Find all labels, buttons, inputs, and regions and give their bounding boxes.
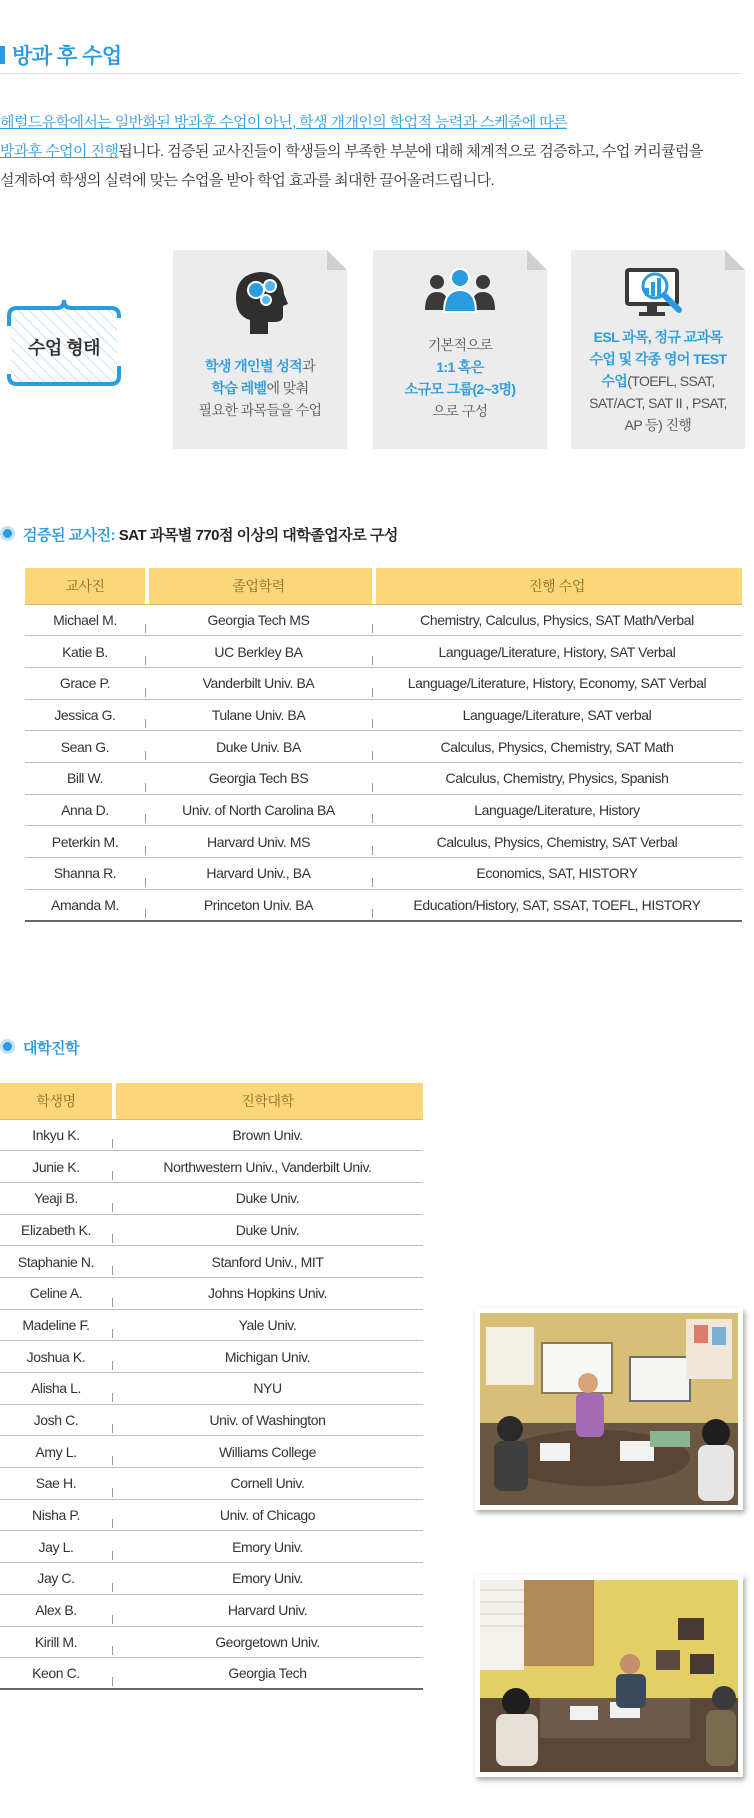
page-title: 방과 후 수업 [12,45,122,68]
college-cell: Univ. of Washington [112,1404,423,1436]
college-cell: Univ. of Chicago [112,1499,423,1531]
table-row [25,794,742,826]
heading-text: SAT 과목별 770점 이상의 대학졸업자로 구성 [115,527,398,544]
table-row [25,699,742,731]
degree-cell: Georgia Tech MS [145,604,372,636]
card-text-plain: 으로 구성 [432,403,488,419]
intro-paragraph [0,108,754,195]
student-name-cell: Jay C. [0,1563,112,1595]
degree-cell: Harvard Univ. MS [145,826,372,858]
courses-cell: Calculus, Physics, Chemistry, SAT Math [372,731,742,763]
courses-cell: Calculus, Physics, Chemistry, SAT Verbal [372,826,742,858]
card-text-plain: 과 [302,358,315,374]
college-cell: Michigan Univ. [112,1341,423,1373]
colleges-table [0,1083,423,1690]
group-people-icon [420,264,500,320]
degree-cell: UC Berkley BA [145,636,372,668]
courses-cell: Education/History, SAT, SSAT, TOEFL, HISTORY [372,889,742,921]
card-text-highlight: 수업 및 각종 영어 TEST [589,351,727,367]
student-name-cell: Celine A. [0,1277,112,1309]
student-name-cell: Amy L. [0,1436,112,1468]
classroom-photo-image [480,1580,738,1772]
card-text-plain: (TOEFL, SSAT, [627,373,715,389]
table-row [0,1436,423,1468]
college-cell: Johns Hopkins Univ. [112,1277,423,1309]
courses-cell: Language/Literature, History, Economy, SAT Verbal [372,667,742,699]
college-cell: Duke Univ. [112,1214,423,1246]
table-row [0,1277,423,1309]
teacher-name-cell: Bill W. [25,762,145,794]
college-cell: Brown Univ. [112,1119,423,1151]
teacher-name-cell: Michael M. [25,604,145,636]
card-text-plain: SAT/ACT, SAT II , PSAT, [589,395,727,411]
degree-cell: Vanderbilt Univ. BA [145,667,372,699]
class-type-card-individual [173,250,347,449]
table-row [0,1658,423,1690]
class-type-badge [3,296,125,396]
column-header: 교사진 [25,568,145,604]
teacher-name-cell: Peterkin M. [25,826,145,858]
college-cell: Emory Univ. [112,1563,423,1595]
college-cell: Emory Univ. [112,1531,423,1563]
table-row [0,1531,423,1563]
card-text-plain: AP 등) 진행 [624,417,692,433]
card-text-highlight: 수업 [601,373,628,389]
card-text-highlight: 학습 레벨 [211,380,267,396]
table-row [0,1246,423,1278]
page-fold-corner [527,250,547,270]
teacher-name-cell: Katie B. [25,636,145,668]
class-type-card-group [373,250,547,449]
degree-cell: Tulane Univ. BA [145,699,372,731]
student-name-cell: Sae H. [0,1468,112,1500]
monitor-chart-icon [623,266,693,322]
column-header: 졸업학력 [145,568,372,604]
title-accent-bar [0,46,5,64]
teacher-name-cell: Amanda M. [25,889,145,921]
student-name-cell: Junie K. [0,1151,112,1183]
card-text-highlight: ESL 과목, 정규 교과목 [593,329,723,345]
table-row [0,1626,423,1658]
table-row [0,1373,423,1405]
classroom-photo-image [480,1313,738,1505]
college-cell: Northwestern Univ., Vanderbilt Univ. [112,1151,423,1183]
student-name-cell: Madeline F. [0,1309,112,1341]
college-cell: Cornell Univ. [112,1468,423,1500]
table-row [25,636,742,668]
college-cell: Williams College [112,1436,423,1468]
degree-cell: Princeton Univ. BA [145,889,372,921]
degree-cell: Duke Univ. BA [145,731,372,763]
page-fold-corner [725,250,745,270]
table-row [0,1563,423,1595]
table-row [25,826,742,858]
card-text-plain: 기본적으로 [427,337,493,353]
classroom-photo-2 [475,1575,743,1777]
class-type-label: 수업 형태 [27,338,101,358]
courses-cell: Language/Literature, History, SAT Verbal [372,636,742,668]
card-text-highlight: 1:1 혹은 [436,359,484,375]
page-fold-corner [327,250,347,270]
table-row [25,858,742,890]
intro-highlight-2: 방과후 수업이 진행 [0,143,119,160]
table-row [25,731,742,763]
intro-highlight-1: 헤럴드유학에서는 일반화된 방과후 수업이 아닌, 학생 개개인의 학업적 능력과 스케줄에 따른 [0,114,568,131]
table-row [0,1594,423,1626]
column-header: 진행 수업 [372,568,742,604]
table-row [0,1309,423,1341]
table-row [0,1151,423,1183]
table-row [25,604,742,636]
degree-cell: Georgia Tech BS [145,762,372,794]
student-name-cell: Alisha L. [0,1373,112,1405]
bullet-dot-icon [0,1039,15,1054]
brain-head-icon [220,264,300,336]
table-row [0,1182,423,1214]
student-name-cell: Nisha P. [0,1499,112,1531]
table-row [25,667,742,699]
student-name-cell: Yeaji B. [0,1182,112,1214]
student-name-cell: Josh C. [0,1404,112,1436]
intro-text-3: 설계하여 학생의 실력에 맞는 수업을 받아 학업 효과를 최대한 끌어올려드립니다. [0,172,495,189]
column-header: 진학대학 [112,1083,423,1119]
courses-cell: Language/Literature, History [372,794,742,826]
college-cell: Yale Univ. [112,1309,423,1341]
degree-cell: Harvard Univ., BA [145,858,372,890]
student-name-cell: Alex B. [0,1594,112,1626]
courses-cell: Economics, SAT, HISTORY [372,858,742,890]
table-row [25,762,742,794]
card-text-highlight: 소규모 그룹(2~3명) [404,381,516,397]
degree-cell: Univ. of North Carolina BA [145,794,372,826]
college-cell: Harvard Univ. [112,1594,423,1626]
column-header: 학생명 [0,1083,112,1119]
courses-cell: Calculus, Chemistry, Physics, Spanish [372,762,742,794]
student-name-cell: Inkyu K. [0,1119,112,1151]
heading-highlight: 검증된 교사진: [23,527,116,544]
teacher-name-cell: Anna D. [25,794,145,826]
teacher-name-cell: Grace P. [25,667,145,699]
card-text [577,326,739,436]
student-name-cell: Kirill M. [0,1626,112,1658]
college-cell: NYU [112,1373,423,1405]
table-row [0,1404,423,1436]
card-text-plain: 필요한 과목들을 수업 [198,402,322,418]
college-cell: Georgia Tech [112,1658,423,1690]
student-name-cell: Staphanie N. [0,1246,112,1278]
class-type-card-esl [571,250,745,449]
teacher-name-cell: Sean G. [25,731,145,763]
student-name-cell: Elizabeth K. [0,1214,112,1246]
heading-highlight: 대학진학 [23,1040,79,1057]
student-name-cell: Keon C. [0,1658,112,1690]
table-row [25,889,742,921]
card-text-plain: 에 맞춰 [266,380,309,396]
table-row [0,1341,423,1373]
student-name-cell: Joshua K. [0,1341,112,1373]
bullet-dot-icon [0,526,15,541]
college-cell: Georgetown Univ. [112,1626,423,1658]
card-text-highlight: 학생 개인별 성적 [205,358,303,374]
classroom-photo-1 [475,1308,743,1510]
table-row [0,1214,423,1246]
teacher-name-cell: Jessica G. [25,699,145,731]
card-text [379,334,541,422]
card-text [179,355,341,421]
table-row [0,1468,423,1500]
table-row [0,1119,423,1151]
student-name-cell: Jay L. [0,1531,112,1563]
courses-cell: Chemistry, Calculus, Physics, SAT Math/Verbal [372,604,742,636]
college-cell: Duke Univ. [112,1182,423,1214]
courses-cell: Language/Literature, SAT verbal [372,699,742,731]
teacher-name-cell: Shanna R. [25,858,145,890]
teachers-table [25,568,742,922]
intro-text-2: 됩니다. 검증된 교사진들이 학생들의 부족한 부분에 대해 체계적으로 검증하고, 수업 커리큘럼을 [118,143,703,160]
page-header [0,40,742,74]
college-cell: Stanford Univ., MIT [112,1246,423,1278]
table-row [0,1499,423,1531]
